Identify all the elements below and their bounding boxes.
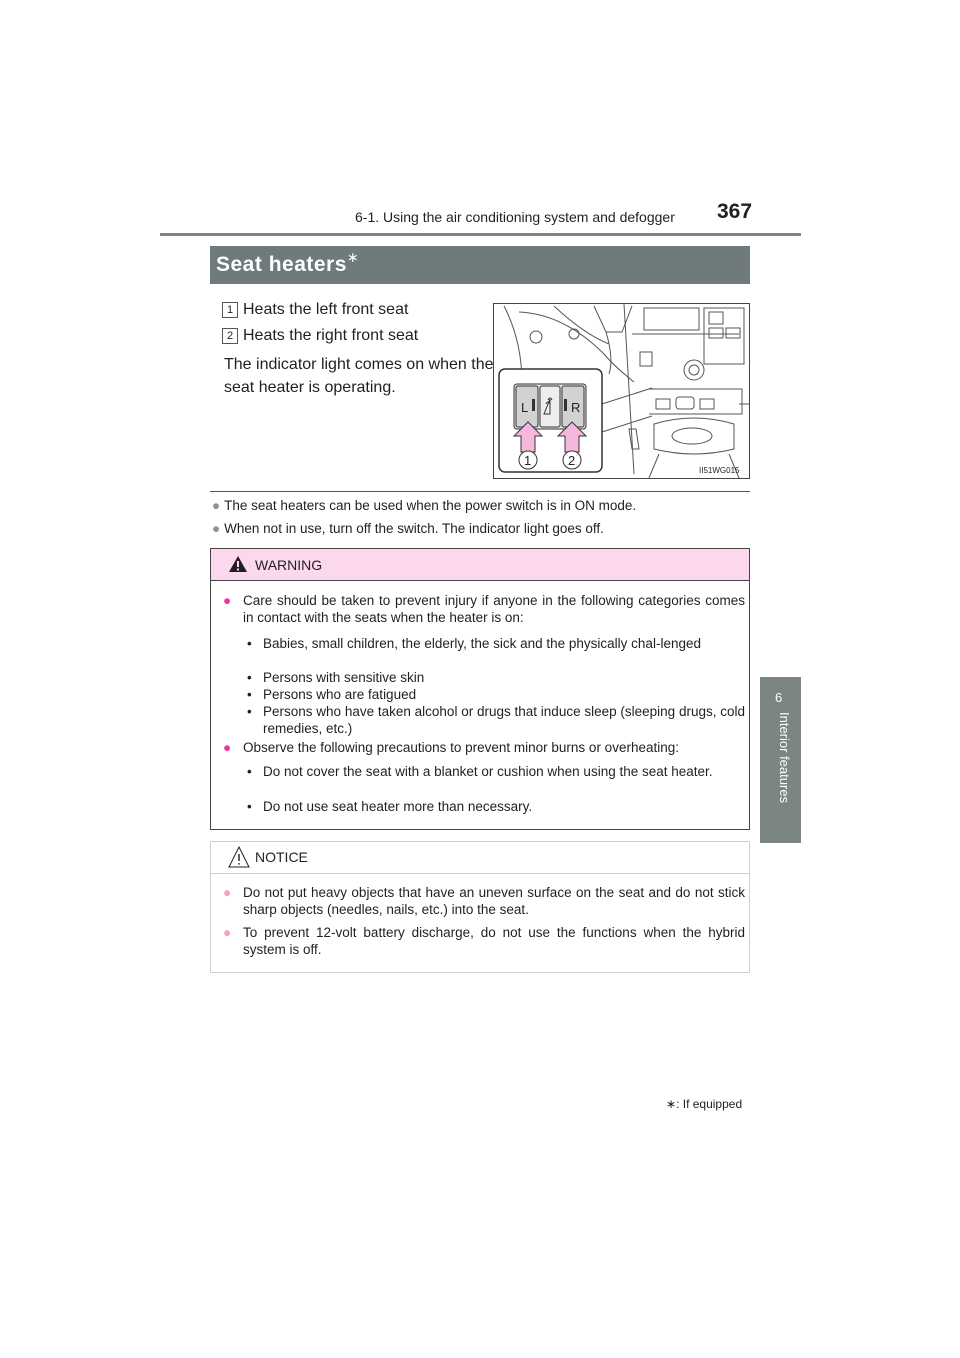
sub-bullet-icon: •: [247, 704, 252, 719]
notice-item-2-text: To prevent 12-volt battery discharge, do not use the functions when the hybrid system is off.: [243, 925, 745, 958]
step-text-1: Heats the left front seat: [243, 301, 409, 318]
warning-item-1-text: Care should be taken to prevent injury if anyone in the following categories comes in contact with the seats when the heater is on:: [243, 593, 745, 626]
section-heading-text: Seat heaters: [216, 253, 347, 276]
header-divider: [160, 233, 801, 236]
section-title: 6-1. Using the air conditioning system and defogger: [355, 209, 675, 225]
note-text-2: When not in use, turn off the switch. The indicator light goes off.: [224, 521, 604, 536]
sub-bullet-icon: •: [247, 764, 252, 779]
note-item-1: [212, 498, 636, 513]
warning-item-2-text: Observe the following precautions to prevent minor burns or overheating:: [243, 740, 679, 755]
note-text-1: The seat heaters can be used when the power switch is in ON mode.: [224, 498, 637, 513]
if-equipped-mark: ∗: [346, 249, 360, 265]
footnote-mark: ∗: [666, 1097, 677, 1111]
figure-code: II51WG015: [699, 466, 740, 475]
page-number: 367: [717, 200, 753, 223]
notice-title: NOTICE: [255, 849, 308, 865]
warning-item-1: [223, 592, 745, 627]
warning-sub-item: [247, 635, 745, 652]
warning-header: [211, 549, 749, 581]
warning-sub-text: Do not use seat heater more than necessary.: [263, 799, 533, 814]
notice-box: [210, 841, 750, 973]
callout-2: 2: [568, 453, 576, 468]
notice-item-2: [223, 924, 745, 959]
warning-sub-text: Persons who are fatigued: [263, 687, 417, 702]
dashboard-drawing: [494, 304, 749, 478]
warning-sub-item: [247, 798, 745, 815]
step-number-1: 1: [222, 302, 238, 318]
seat-heater-illustration: [493, 303, 750, 479]
indicator-description: The indicator light comes on when the seat heater is operating.: [224, 356, 494, 396]
warning-sub-item: [247, 703, 745, 738]
content-divider: [210, 491, 750, 492]
chapter-tab-label: Interior features: [777, 712, 792, 804]
warning-sub-item: [247, 763, 745, 780]
warning-box: [210, 548, 750, 830]
callout-1: 1: [524, 453, 532, 468]
note-item-2: [212, 521, 604, 536]
warning-sub-text: Persons who have taken alcohol or drugs that induce sleep (sleeping drugs, cold remedies, etc.): [263, 704, 745, 737]
sub-bullet-icon: •: [247, 670, 252, 685]
warning-sub-item: [247, 669, 745, 686]
warning-sub-text: Babies, small children, the elderly, the sick and the physically chal-lenged: [263, 636, 701, 651]
bullet-icon: ●: [212, 521, 221, 536]
warning-title: WARNING: [255, 557, 323, 573]
step-number-2: 2: [222, 328, 238, 344]
bullet-icon: ●: [223, 885, 232, 900]
warning-sub-item: [247, 686, 745, 703]
warning-sub-text: Do not cover the seat with a blanket or cushion when using the seat heater.: [263, 764, 713, 779]
bullet-icon: ●: [212, 498, 221, 513]
warning-item-2: [223, 739, 745, 756]
warning-sub-text: Persons with sensitive skin: [263, 670, 425, 685]
sub-bullet-icon: •: [247, 687, 252, 702]
bullet-icon: ●: [223, 593, 232, 608]
switch-right-label: R: [571, 400, 581, 415]
chapter-tab-number: 6: [775, 690, 783, 705]
switch-left-label: L: [521, 400, 529, 415]
notice-header: [211, 842, 749, 874]
caution-triangle-icon: [228, 845, 250, 869]
step-text-2: Heats the right front seat: [243, 327, 419, 344]
sub-bullet-icon: •: [247, 636, 252, 651]
notice-item-1: [223, 884, 745, 919]
warning-triangle-icon: [228, 555, 248, 573]
notice-item-1-text: Do not put heavy objects that have an uneven surface on the seat and do not stick sharp objects (needles, nails, etc.) into the seat.: [243, 885, 745, 918]
section-heading: [216, 249, 360, 277]
footnote: [666, 1097, 742, 1111]
sub-bullet-icon: •: [247, 799, 252, 814]
footnote-text: : If equipped: [676, 1097, 743, 1111]
bullet-icon: ●: [223, 925, 232, 940]
bullet-icon: ●: [223, 740, 232, 755]
